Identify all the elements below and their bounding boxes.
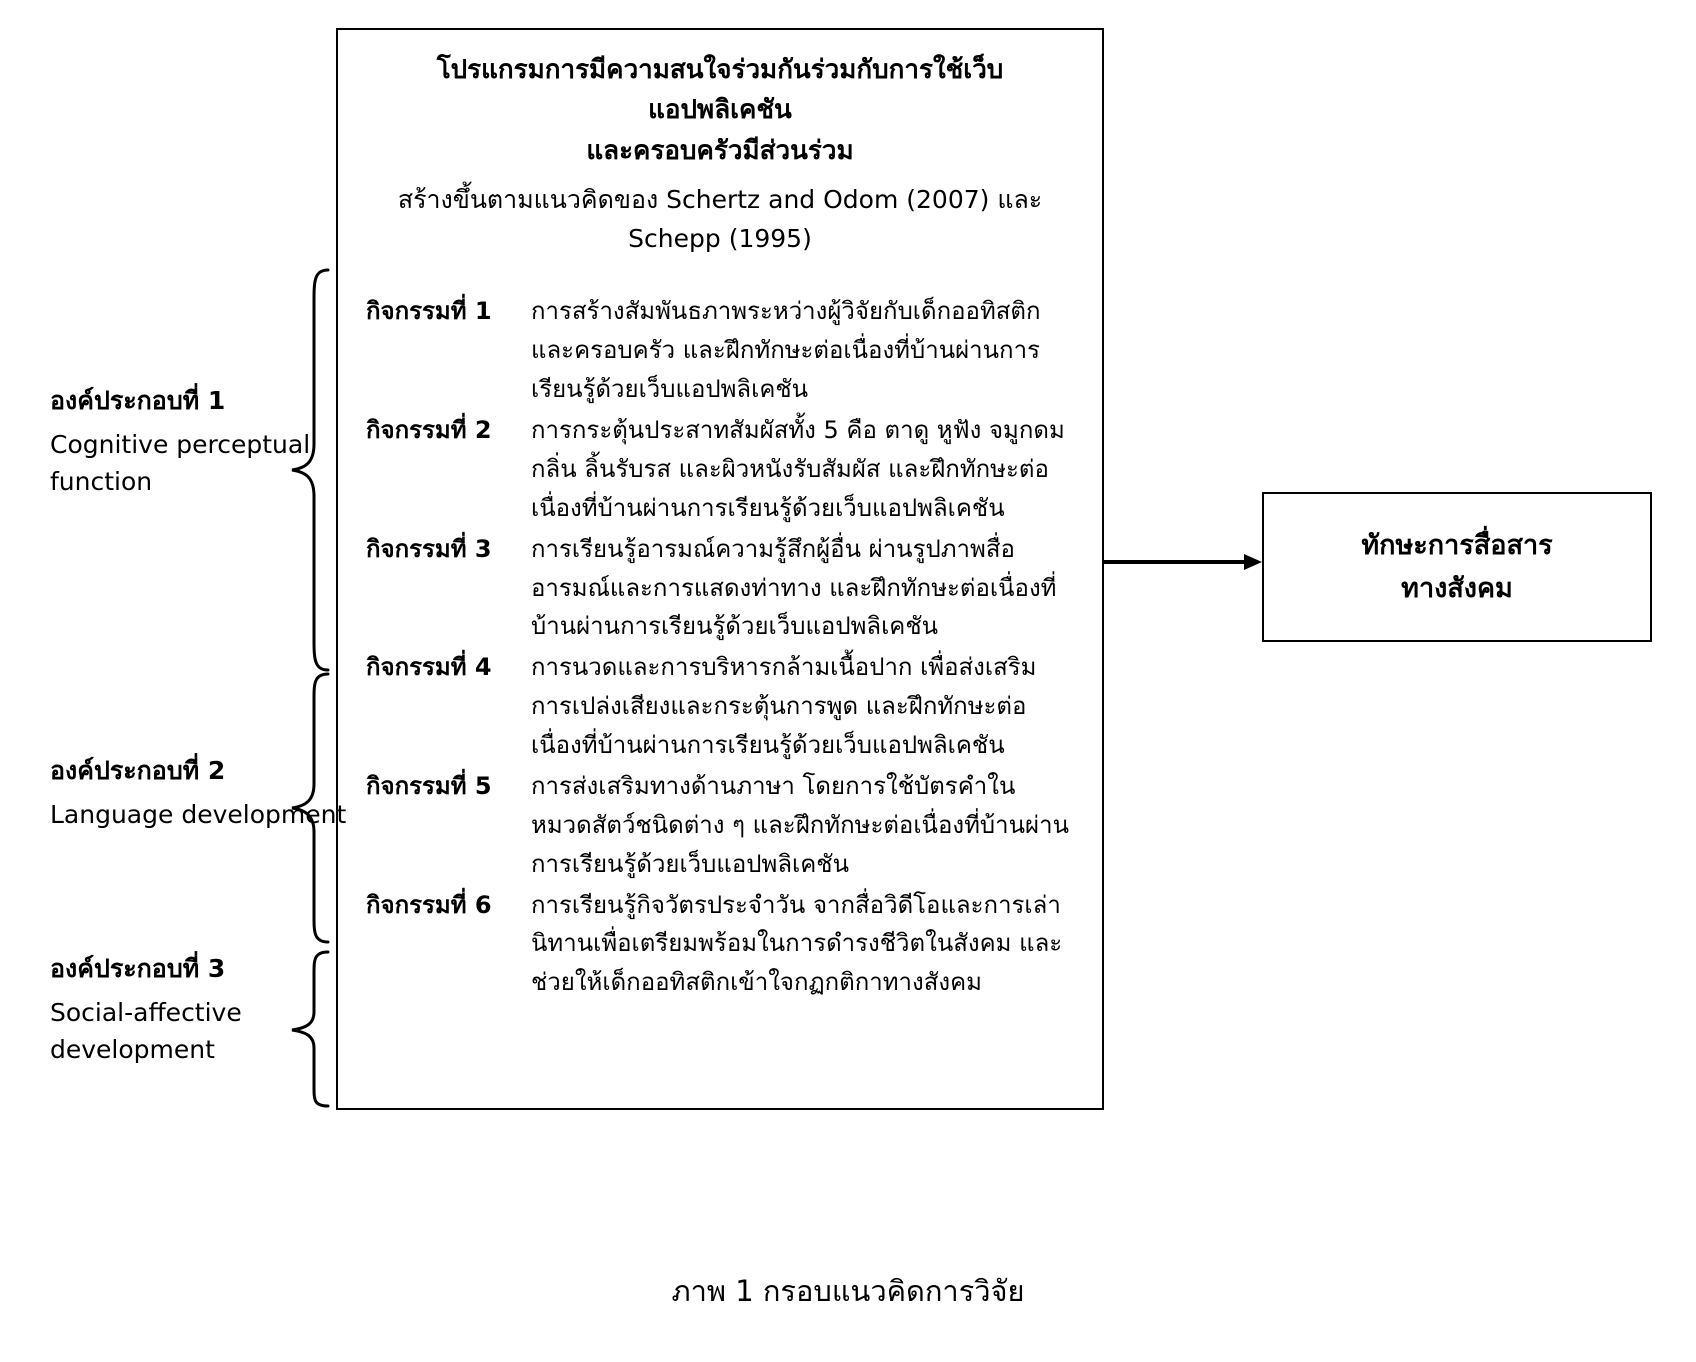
program-subtitle: สร้างขึ้นตามแนวคิดของ Schertz and Odom (2007) และ Schepp (1995) [397,184,1043,253]
outcome-line-2: ทางสังคม [1401,573,1513,604]
activity-6-label: กิจกรรมที่ 6 [366,890,492,919]
activity-row [366,767,1074,884]
program-title-line-1: โปรแกรมการมีความสนใจร่วมกันร่วมกับการใช้เว็บแอปพลิเคชัน [436,55,1004,126]
activity-1-text: การสร้างสัมพันธภาพระหว่างผู้วิจัยกับเด็กออทิสติกและครอบครัว และฝึกทักษะต่อเนื่องที่บ้านผ่านการเรียนรู้ด้วยเว็บแอปพลิเคชัน [531,297,1041,404]
component-1-title: องค์ประกอบที่ 1 [50,386,226,415]
curly-brace-icon-2 [288,672,334,948]
activity-list [366,292,1074,1002]
program-box [336,28,1104,1110]
activity-row [366,886,1074,1003]
outcome-box [1262,492,1652,642]
activity-row [366,530,1074,647]
activity-2-label: กิจกรรมที่ 2 [366,416,492,445]
activity-5-label: กิจกรรมที่ 5 [366,771,492,800]
activity-4-text: การนวดและการบริหารกล้ามเนื้อปาก เพื่อส่งเสริมการเปล่งเสียงและกระตุ้นการพูด และฝึกทักษะต่อเนื่องที่บ้านผ่านการเรียนรู้ด้วยเว็บแอปพลิเคชัน [531,653,1037,760]
activity-3-text: การเรียนรู้อารมณ์ความรู้สึกผู้อื่น ผ่านรูปภาพสื่ออารมณ์และการแสดงท่าทาง และฝึกทักษะต่อเนื่องที่บ้านผ่านการเรียนรู้ด้วยเว็บแอปพลิเคชัน [531,534,1057,641]
outcome-text [1361,524,1552,610]
figure-caption: ภาพ 1 กรอบแนวคิดการวิจัย [671,1274,1025,1308]
program-header [366,50,1074,258]
component-3-subtitle: Social-affective development [50,997,242,1064]
curly-brace-icon-3 [288,950,334,1112]
activity-4-label: กิจกรรมที่ 4 [366,653,492,682]
component-2-title: องค์ประกอบที่ 2 [50,756,226,785]
activity-row [366,411,1074,528]
arrow-right-icon [1104,552,1264,572]
activity-row [366,648,1074,765]
program-title-line-2: และครอบครัวมีส่วนร่วม [586,135,854,166]
component-1-subtitle: Cognitive perceptual function [50,429,311,496]
activity-row [366,292,1074,409]
outcome-line-1: ทักษะการสื่อสาร [1361,529,1553,561]
component-3-title: องค์ประกอบที่ 3 [50,954,226,983]
curly-brace-icon-1 [288,268,334,676]
component-2-subtitle: Language development [50,799,347,829]
activity-5-text: การส่งเสริมทางด้านภาษา โดยการใช้บัตรคำในหมวดสัตว์ชนิดต่าง ๆ และฝึกทักษะต่อเนื่องที่บ้านผ่านการเรียนรู้ด้วยเว็บแอปพลิเคชัน [531,771,1069,878]
activity-3-label: กิจกรรมที่ 3 [366,534,492,563]
activity-6-text: การเรียนรู้กิจวัตรประจำวัน จากสื่อวิดีโอและการเล่านิทานเพื่อเตรียมพร้อมในการดำรงชีวิตในสังคม และช่วยให้เด็กออทิสติกเข้าใจกฏกติกาทางสังคม [531,890,1063,997]
activity-1-label: กิจกรรมที่ 1 [366,297,492,326]
activity-2-text: การกระตุ้นประสาทสัมผัสทั้ง 5 คือ ตาดู หูฟัง จมูกดมกลิ่น ลิ้นรับรส และผิวหนังรับสัมผัส และฝึกทักษะต่อเนื่องที่บ้านผ่านการเรียนรู้ด้วยเว็บแอปพลิเคชัน [531,416,1065,522]
